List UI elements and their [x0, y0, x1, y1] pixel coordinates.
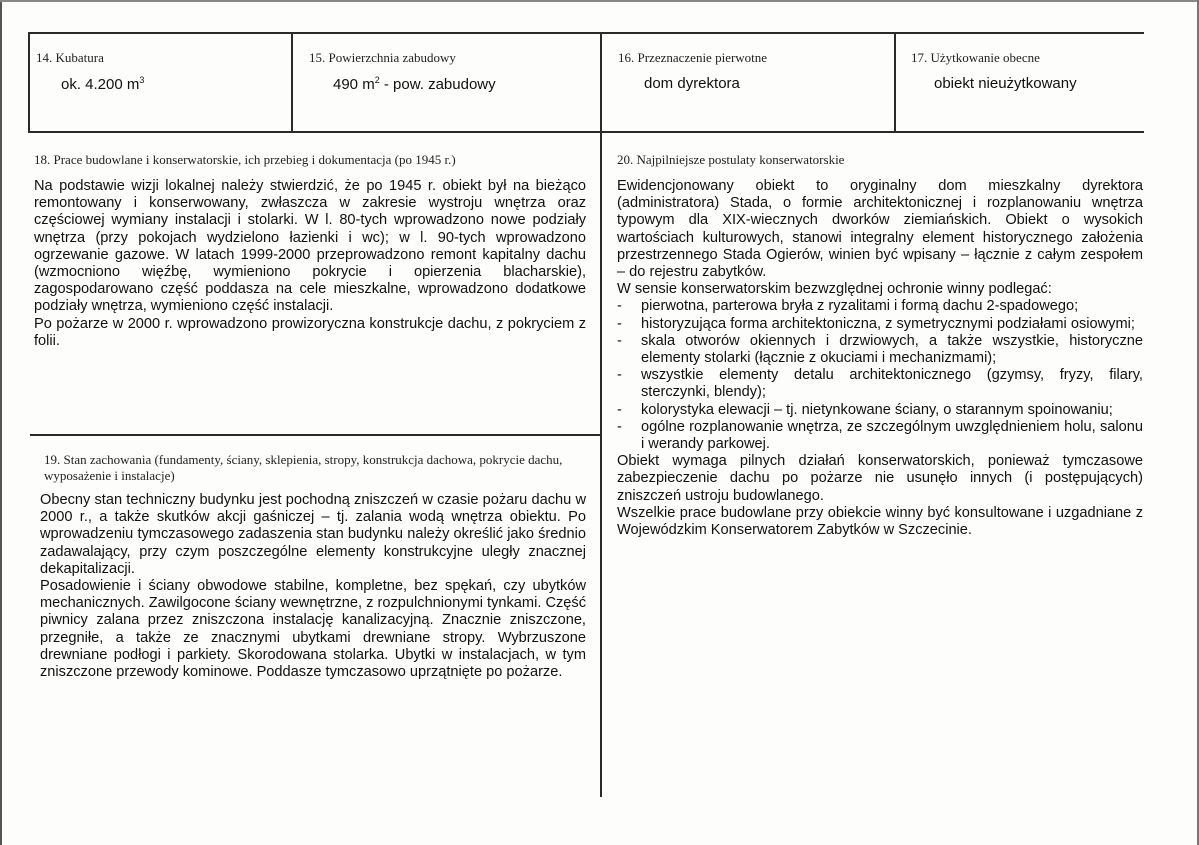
bullet-dash: -	[617, 332, 622, 349]
section-18-label: 18. Prace budowlane i konserwatorskie, ich przebieg i dokumentacja (po 1945 r.)	[34, 152, 456, 167]
bullet-dash: -	[617, 298, 622, 315]
list-item-text: skala otworów okiennych i drzwiowych, a także wszystkie, historyczne elementy stolarki (łącznie z okuciami i mechanizmami);	[641, 332, 1143, 367]
list-item-text: historyzująca forma architektoniczna, z symetrycznymi podziałami osiowymi;	[641, 315, 1135, 332]
section-19-paragraph: Posadowienie i ściany obwodowe stabilne, kompletne, bez spękań, czy ubytków mechanicznych. Zawilgocone ściany wewnętrzne, z rozpulchnionymi tynkami. Część piwnicy zalana przez zniszczona instalację kanalizacyjną. Znacznie zniszczone, przegniłe, a także ze znacznymi ubytkami drewniane stropy. Wybrzuszone drewniane podłogi i parkiety. Skorodowana stolarka. Ubytki w instalacjach, w tym zniszczone przewody kominowe. Poddasze tymczasowo uprzątnięte po pożarze.	[40, 578, 586, 681]
grid-line-col2	[600, 32, 602, 797]
bullet-dash: -	[617, 315, 622, 332]
list-item	[617, 333, 1143, 367]
section-19-body	[34, 492, 586, 681]
list-item	[617, 402, 1143, 419]
grid-line-row1	[30, 131, 1144, 133]
list-item-text: ogólne rozplanowanie wnętrza, ze szczególnym uwzględnieniem holu, salonu i werandy parkowej.	[641, 418, 1143, 453]
section-20-closing: Wszelkie prace budowlane przy obiekcie winny być konsultowane i uzgadniane z Wojewódzkim Konserwatorem Zabytków w Szczecinie.	[617, 504, 1143, 539]
przeznaczenie-value: dom dyrektora	[644, 75, 740, 92]
uzytkowanie-label: 17. Użytkowanie obecne	[911, 50, 1040, 65]
page-edge-left	[0, 0, 2, 845]
grid-line-col1	[291, 32, 293, 133]
grid-line-left	[28, 32, 30, 133]
grid-line-col3	[894, 32, 896, 133]
kubatura-value-unit-exp: 3	[139, 75, 145, 85]
list-item-text: pierwotna, parterowa bryła z ryzalitami i formą dachu 2-spadowego;	[641, 298, 1079, 315]
list-item	[617, 298, 1143, 315]
section-19-label: 19. Stan zachowania (fundamenty, ściany, sklepienia, stropy, konstrukcja dachowa, pokrycie dachu, wyposażenie i instalacje)	[44, 452, 563, 483]
list-item-text: wszystkie elementy detalu architektonicznego (gzymsy, fryzy, filary, sterczynki, blendy);	[641, 367, 1143, 401]
bullet-dash: -	[617, 418, 622, 435]
bullet-dash: -	[617, 401, 622, 418]
cell-uzytkowanie	[911, 50, 1141, 92]
kubatura-value	[36, 75, 286, 93]
section-18-paragraph: Po pożarze w 2000 r. wprowadzono prowizoryczna konstrukcje dachu, z pokryciem z folii.	[34, 315, 586, 349]
list-item	[617, 316, 1143, 333]
section-20-intro: Ewidencjonowany obiekt to oryginalny dom mieszkalny dyrektora (administratora) Stada, o formie architektonicznej i rozplanowaniu wnętrza typowym dla XIX-wiecznych dworków ziemiańskich. Obiekt o wysokich wartościach kulturowych, stanowi integralny element historycznego założenia przestrzennego Stada Ogierów, winien być wpisany – łącznie z całym zespołem – do rejestru zabytków.	[617, 178, 1143, 281]
section-19-paragraph: Obecny stan techniczny budynku jest pochodną zniszczeń w czasie pożaru dachu w 2000 r., a także skutków akcji gaśniczej – tj. zalania wodą wnętrza obiektu. Po wprowadzeniu tymczasowego zadaszenia stan budynku należy określić jako średnio zadawalający, przy czym poszczególne elementy konstrukcyjne uległy znacznej dekapitalizacji.	[40, 492, 586, 577]
section-20-list-intro: W sensie konserwatorskim bezwzględnej ochronie winny podlegać:	[617, 281, 1052, 298]
bullet-dash: -	[617, 367, 622, 384]
section-18-body	[34, 178, 586, 350]
section-20-body	[617, 178, 1143, 539]
section-20	[617, 152, 1143, 539]
page-edge-top	[0, 0, 1199, 2]
section-18	[34, 152, 586, 350]
list-item	[617, 367, 1143, 401]
kubatura-label: 14. Kubatura	[36, 50, 104, 65]
grid-line-section18-bottom	[30, 434, 601, 436]
cell-przeznaczenie	[618, 50, 888, 92]
section-18-paragraph: Na podstawie wizji lokalnej należy stwierdzić, że po 1945 r. obiekt był na bieżąco remontowany i konserwowany, zwłaszcza w zakresie wystroju wnętrza oraz częściowej wymiany instalacji i stolarki. W l. 80-tych wprowadzono nowe podziały wnętrza (przy pokojach wydzielono łazienki i wc); w l. 90-tych wprowadzono ogrzewanie gazowe. W latach 1999-2000 przeprowadzono remont kapitalny dachu (wzmocniono więźbę, wymieniono pokrycie i opierzenia blacharskie), zagospodarowano część poddasza na cele mieszkalne, wprowadzono dodatkowe podziały wnętrza, wymieniono część instalacji.	[34, 178, 586, 315]
powierzchnia-value-suffix: - pow. zabudowy	[379, 76, 496, 93]
section-20-closing: Obiekt wymaga pilnych działań konserwatorskich, ponieważ tymczasowe zabezpieczenie dachu po pożarze nie usunęło innych (i postępujących) zniszczeń ustroju budowlanego.	[617, 453, 1143, 504]
section-20-bullet-list	[617, 298, 1143, 453]
list-item	[617, 419, 1143, 453]
powierzchnia-value-unit-exp: 2	[374, 75, 380, 85]
cell-kubatura	[36, 50, 286, 93]
przeznaczenie-label: 16. Przeznaczenie pierwotne	[618, 50, 768, 65]
section-19	[34, 452, 586, 681]
powierzchnia-label: 15. Powierzchnia zabudowy	[309, 50, 456, 65]
kubatura-value-text: ok. 4.200 m	[61, 76, 140, 93]
cell-powierzchnia	[309, 50, 594, 93]
grid-line-top	[30, 32, 1144, 34]
section-20-label: 20. Najpilniejsze postulaty konserwatorskie	[617, 152, 845, 167]
powierzchnia-value	[309, 75, 594, 93]
uzytkowanie-value: obiekt nieużytkowany	[934, 75, 1077, 92]
powierzchnia-value-text: 490 m	[333, 76, 375, 93]
list-item-text: kolorystyka elewacji – tj. nietynkowane ściany, o starannym spoinowaniu;	[641, 401, 1113, 418]
